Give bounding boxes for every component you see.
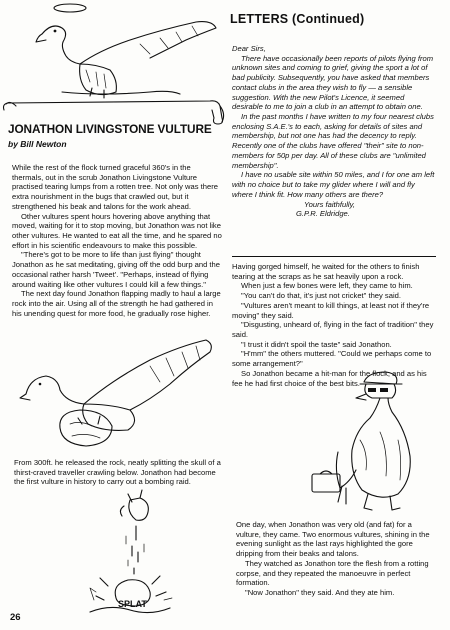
story-paragraph: "H'mm" the others muttered. "Could we perhaps come to some arrangement?" [232,349,432,369]
story-paragraph: "Disgusting, unheard of, flying in the fact of tradition" they said. [232,320,434,340]
letter-signature: G.P.R. Eldridge. [296,209,350,219]
article-byline: by Bill Newton [8,139,67,149]
letter-paragraph: There have occasionally been reports of pilots flying from unknown sites and coming to grief, giving the sport a lot of bad publicity. Subsequently, you have asked that members contact clubs in the area they wish to fly — a sensible suggestion. With the new Pilot's Licence, it seemed desirable to me to join a club in an attempt to obtain one. [232,53,434,112]
story-paragraph: "Vultures aren't meant to kill things, at least not if they're moving" they said. [232,300,430,320]
story-paragraph: Other vultures spent hours hovering above anything that moved, waiting for it to stop moving, but Jonathon was not like other vultures. He wanted to eat all the time, and he spared no effort in his scientific endeavours to make this possible. [12,211,222,250]
letter-salutation: Dear Sirs, [232,44,266,53]
splat-text: SPLAT [118,599,147,609]
letter-paragraph: In the past months I have written to my four nearest clubs enclosing S.A.E.'s to each, asking for details of sites and membership, but not one has had the decency to reply. Recently one of the clubs have offered "their" site to non-members for 50p per day. All of these clubs are "unlimited membership". [232,112,434,170]
story-paragraph: "Now Jonathon" they said. And they ate him. [245,588,395,598]
story-paragraph: The next day found Jonathon flapping madly to haul a large rock into the air. Using all of the strength he had gathered in his unending quest for more food, he gradually rose higher. [12,289,221,318]
story-ending [236,520,436,598]
story-paragraph: One day, when Jonathon was very old (and fat) for a vulture, they came. Two enormous vultures, shining in the evening sunlight as the last rays highlighted the gore dripping from their beaks and talons. [236,520,430,559]
story-paragraph: When just a few bones were left, they came to him. [241,281,413,291]
letter-signoff: Yours faithfully, [304,199,355,209]
story-paragraph: Having gorged himself, he waited for the others to finish tearing at the scraps as he sat heavily upon a rock. [232,262,420,281]
letter-paragraph: I have no usable site within 50 miles, and I for one am left with no choice but to take my glider where I will and fly where I think fit. How many others are there? [232,170,435,199]
story-paragraph: They watched as Jonathon tore the flesh from a rotting corpse, and they repeated the manoeuvre in perfect formation. [236,558,429,588]
story-paragraph: While the rest of the flock turned graceful 360's in the thermals, out in the scrub Jonathon Livingstone Vulture practised tearing lumps from a rotten tree. Not only was there extra nourishment in the bugs that crawled out, but it strengthened his beak and talons for the work ahead. [12,163,218,211]
story-paragraph: "I trust it didn't spoil the taste" said Jonathon. [241,339,392,349]
article-title: JONATHON LIVINGSTONE VULTURE [8,122,212,136]
story-paragraph: "There's got to be more to life than just flying" thought Jonathon as he sat meditating, giving off the odd burp and the occasional rather harsh 'Tweet'. "Perhaps, instead of flying around waiting like other vultures I could kill a few things." [12,250,220,289]
bomb-paragraph: From 300ft. he released the rock, neatly splitting the skull of a thirst-craved traveller crawling below. Jonathon had become the first vulture in history to carry out a bombing raid. [14,458,221,487]
letters-heading: LETTERS (Continued) [230,12,365,26]
story-paragraph: So Jonathon became a hit-man for the flock, and as his fee he had first choice of the best bits. [232,368,427,388]
page-number: 26 [10,612,21,623]
story-paragraph: "You can't do that, it's just not cricket" they said. [241,291,401,301]
